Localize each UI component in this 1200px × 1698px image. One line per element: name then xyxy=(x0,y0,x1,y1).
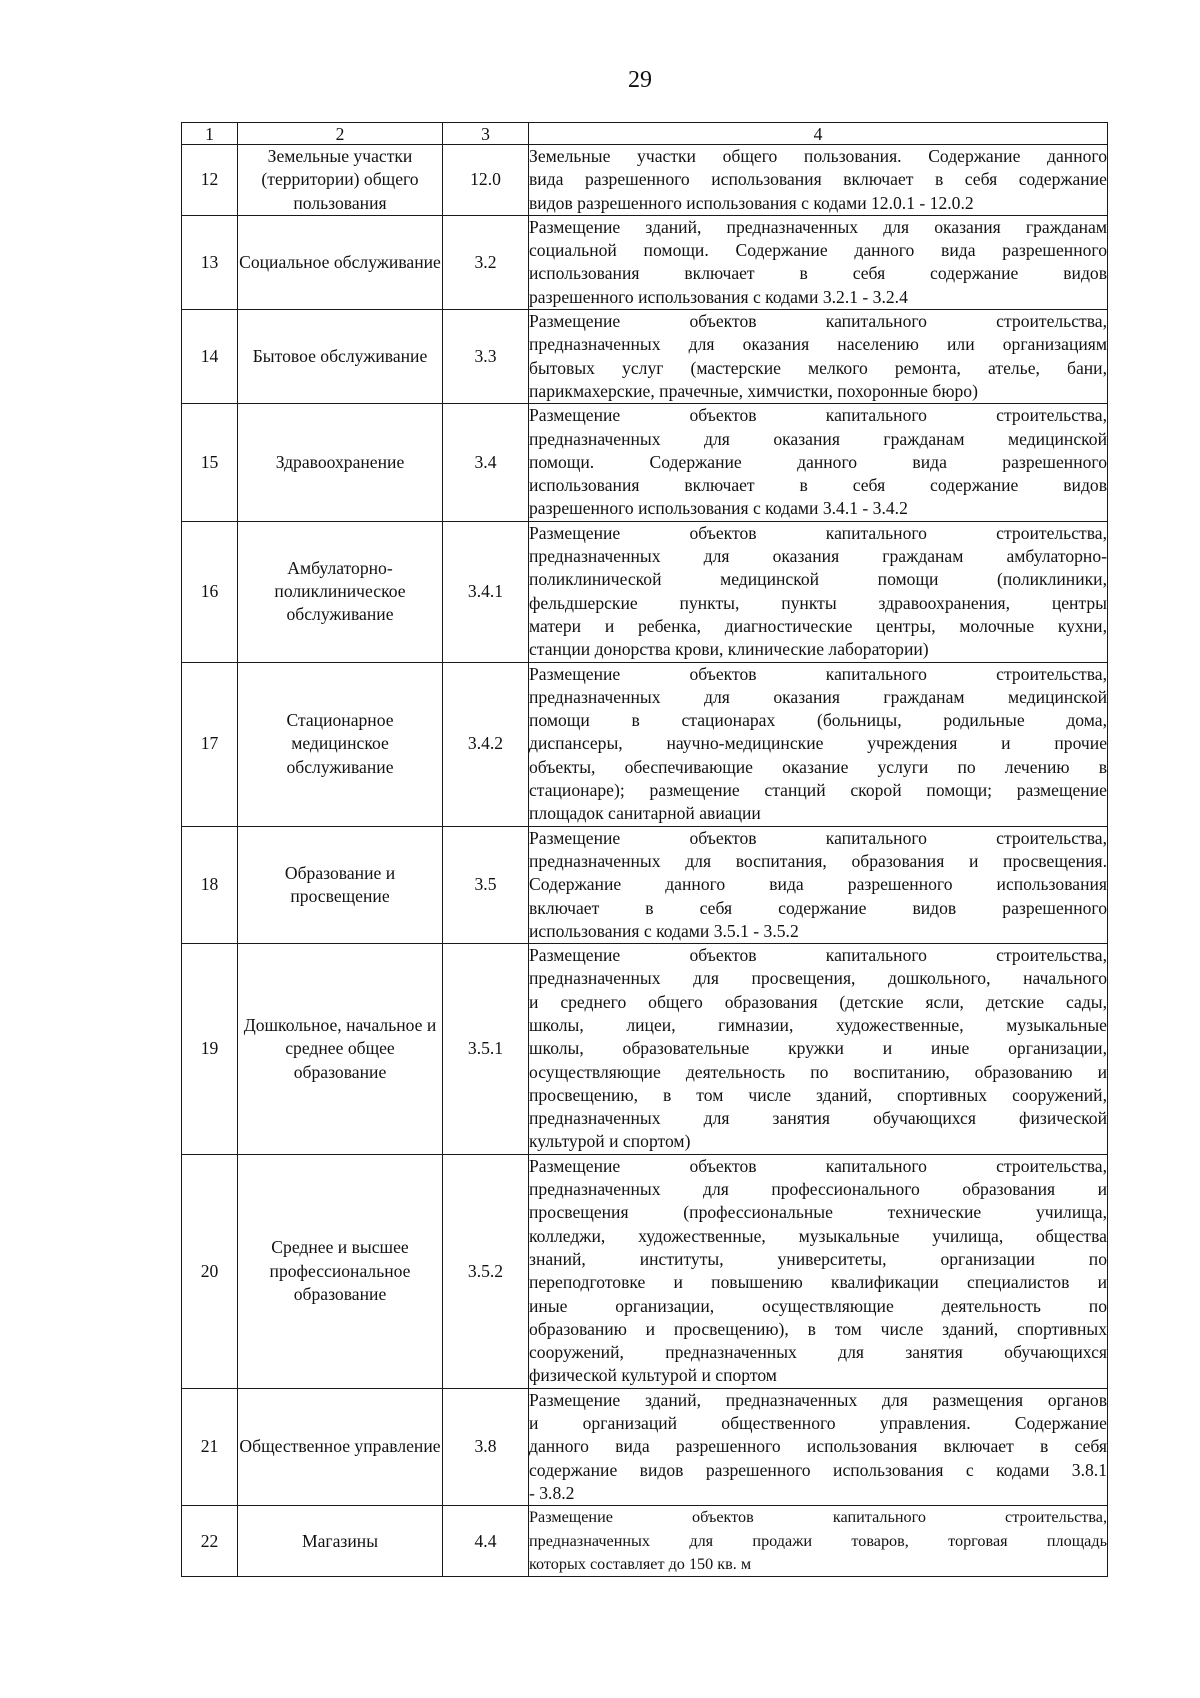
description-line: Размещение объектов капитального строительства, xyxy=(529,663,1107,684)
description-line: Земельные участки общего пользования. Содержание данного xyxy=(529,146,1107,166)
row-number: 17 xyxy=(182,662,238,826)
description-line: образованию и просвещению), в том числе зданий, спортивных xyxy=(529,1318,1107,1339)
description-line: поликлинической медицинской помощи (поликлиники, xyxy=(529,569,1107,590)
description-line: вида разрешенного использования включает в себя содержание xyxy=(529,169,1107,190)
use-type-name: Дошкольное, начальное и среднее общее образование xyxy=(238,944,443,1155)
row-number: 20 xyxy=(182,1154,238,1388)
row-number: 22 xyxy=(182,1506,238,1577)
description-line: использования с кодами 3.5.1 - 3.5.2 xyxy=(529,920,799,941)
description-line: - 3.8.2 xyxy=(529,1482,575,1503)
use-type-description xyxy=(529,145,1108,216)
description-line: предназначенных для оказания гражданам амбулаторно- xyxy=(529,546,1107,567)
description-line: Размещение объектов капитального строительства, xyxy=(529,405,1107,426)
description-line: и организаций общественного управления. Содержание xyxy=(529,1413,1107,1434)
description-line: социальной помощи. Содержание данного вида разрешенного xyxy=(529,240,1107,261)
page-number: 29 xyxy=(628,67,652,93)
description-line: разрешенного использования с кодами 3.4.1 - 3.4.2 xyxy=(529,498,908,519)
description-line: знаний, институты, университеты, организации по xyxy=(529,1248,1107,1269)
row-number: 18 xyxy=(182,826,238,943)
row-number: 16 xyxy=(182,521,238,662)
use-type-code: 12.0 xyxy=(443,145,529,216)
use-type-description xyxy=(529,310,1108,404)
description-line: содержание видов разрешенного использования с кодами 3.8.1 xyxy=(529,1459,1107,1480)
use-type-description xyxy=(529,662,1108,826)
description-line: Размещение объектов капитального строительства, xyxy=(529,311,1107,332)
header-col-1: 1 xyxy=(182,123,238,145)
use-type-name: Амбулаторно-поликлиническое обслуживание xyxy=(238,521,443,662)
description-line: колледжи, художественные, музыкальные училища, общества xyxy=(529,1225,1107,1246)
description-line: площадок санитарной авиации xyxy=(529,803,761,824)
description-line: бытовых услуг (мастерские мелкого ремонта, ателье, бани, xyxy=(529,357,1107,378)
description-line: предназначенных для оказания гражданам медицинской xyxy=(529,428,1107,449)
description-line: физической культурой и спортом xyxy=(529,1365,777,1386)
description-line: помощи. Содержание данного вида разрешенного xyxy=(529,451,1107,472)
use-type-description xyxy=(529,215,1108,309)
description-line: предназначенных для занятия обучающихся физической xyxy=(529,1108,1107,1129)
table-header-row xyxy=(182,123,1108,145)
header-col-4: 4 xyxy=(529,123,1108,145)
description-line: диспансеры, научно-медицинские учреждения и прочие xyxy=(529,733,1107,754)
use-type-description xyxy=(529,404,1108,521)
land-use-table xyxy=(181,122,1108,1577)
use-type-code: 3.2 xyxy=(443,215,529,309)
table-row xyxy=(182,404,1108,521)
row-number: 15 xyxy=(182,404,238,521)
header-col-2: 2 xyxy=(238,123,443,145)
table-row xyxy=(182,826,1108,943)
description-line: Размещение объектов капитального строительства, xyxy=(529,1508,1107,1527)
use-type-name: Общественное управление xyxy=(238,1388,443,1505)
description-line: объекты, обеспечивающие оказание услуги по лечению в xyxy=(529,756,1107,777)
description-line: станции донорства крови, клинические лаборатории) xyxy=(529,639,929,660)
description-line: предназначенных для профессионального образования и xyxy=(529,1179,1107,1200)
description-line: Размещение объектов капитального строительства, xyxy=(529,945,1107,966)
use-type-code: 3.3 xyxy=(443,310,529,404)
use-type-code: 3.5 xyxy=(443,826,529,943)
description-line: которых составляет до 150 кв. м xyxy=(529,1554,752,1573)
description-line: иные организации, осуществляющие деятельность по xyxy=(529,1295,1107,1316)
description-line: и среднего общего образования (детские ясли, детские сады, xyxy=(529,991,1107,1012)
row-number: 19 xyxy=(182,944,238,1155)
use-type-description xyxy=(529,1388,1108,1505)
description-line: парикмахерские, прачечные, химчистки, похоронные бюро) xyxy=(529,380,978,401)
use-type-code: 3.8 xyxy=(443,1388,529,1505)
description-line: школы, образовательные кружки и иные организации, xyxy=(529,1038,1107,1059)
use-type-code: 3.5.1 xyxy=(443,944,529,1155)
use-type-description xyxy=(529,944,1108,1155)
use-type-name: Образование и просвещение xyxy=(238,826,443,943)
description-line: стационаре); размещение станций скорой помощи; размещение xyxy=(529,780,1107,801)
use-type-code: 3.5.2 xyxy=(443,1154,529,1388)
table-row xyxy=(182,1388,1108,1505)
use-type-description xyxy=(529,1506,1108,1577)
row-number: 14 xyxy=(182,310,238,404)
description-line: Размещение объектов капитального строительства, xyxy=(529,522,1107,543)
table-row xyxy=(182,521,1108,662)
description-line: матери и ребенка, диагностические центры, молочные кухни, xyxy=(529,615,1107,636)
table-row xyxy=(182,1506,1108,1577)
row-number: 12 xyxy=(182,145,238,216)
description-line: Содержание данного вида разрешенного использования xyxy=(529,874,1107,895)
description-line: включает в себя содержание видов разрешенного xyxy=(529,897,1107,918)
description-line: видов разрешенного использования с кодами 12.0.1 - 12.0.2 xyxy=(529,192,974,213)
description-line: сооружений, предназначенных для занятия обучающихся xyxy=(529,1342,1107,1363)
use-type-code: 3.4 xyxy=(443,404,529,521)
use-type-description xyxy=(529,521,1108,662)
use-type-name: Социальное обслуживание xyxy=(238,215,443,309)
description-line: просвещению, в том числе зданий, спортивных сооружений, xyxy=(529,1084,1107,1105)
use-type-name: Среднее и высшее профессиональное образование xyxy=(238,1154,443,1388)
table-row xyxy=(182,662,1108,826)
use-type-name: Бытовое обслуживание xyxy=(238,310,443,404)
description-line: предназначенных для оказания населению или организациям xyxy=(529,334,1107,355)
use-type-name: Магазины xyxy=(238,1506,443,1577)
use-type-description xyxy=(529,1154,1108,1388)
description-line: переподготовке и повышению квалификации специалистов и xyxy=(529,1272,1107,1293)
description-line: Размещение зданий, предназначенных для размещения органов xyxy=(529,1389,1107,1410)
header-col-3: 3 xyxy=(443,123,529,145)
use-type-code: 4.4 xyxy=(443,1506,529,1577)
table-row xyxy=(182,215,1108,309)
use-type-description xyxy=(529,826,1108,943)
use-type-name: Земельные участки (территории) общего пользования xyxy=(238,145,443,216)
row-number: 13 xyxy=(182,215,238,309)
description-line: данного вида разрешенного использования включает в себя xyxy=(529,1436,1107,1457)
table-body xyxy=(182,145,1108,1577)
use-type-name: Стационарное медицинское обслуживание xyxy=(238,662,443,826)
description-line: Размещение объектов капитального строительства, xyxy=(529,1155,1107,1176)
use-type-name: Здравоохранение xyxy=(238,404,443,521)
description-line: предназначенных для воспитания, образования и просвещения. xyxy=(529,850,1107,871)
table-row xyxy=(182,1154,1108,1388)
description-line: Размещение объектов капитального строительства, xyxy=(529,827,1107,848)
description-line: предназначенных для продажи товаров, торговая площадь xyxy=(529,1531,1107,1550)
description-line: Размещение зданий, предназначенных для оказания гражданам xyxy=(529,216,1107,237)
description-line: предназначенных для просвещения, дошкольного, начального xyxy=(529,968,1107,989)
description-line: предназначенных для оказания гражданам медицинской xyxy=(529,686,1107,707)
description-line: осуществляющие деятельность по воспитанию, образованию и xyxy=(529,1061,1107,1082)
description-line: помощи в стационарах (больницы, родильные дома, xyxy=(529,710,1107,731)
description-line: использования включает в себя содержание видов xyxy=(529,263,1107,284)
description-line: фельдшерские пункты, пункты здравоохранения, центры xyxy=(529,592,1107,613)
table-row xyxy=(182,310,1108,404)
use-type-code: 3.4.2 xyxy=(443,662,529,826)
use-type-code: 3.4.1 xyxy=(443,521,529,662)
row-number: 21 xyxy=(182,1388,238,1505)
table-row xyxy=(182,145,1108,216)
description-line: школы, лицеи, гимназии, художественные, музыкальные xyxy=(529,1014,1107,1035)
description-line: просвещения (профессиональные технические училища, xyxy=(529,1202,1107,1223)
description-line: разрешенного использования с кодами 3.2.1 - 3.2.4 xyxy=(529,286,908,307)
description-line: культурой и спортом) xyxy=(529,1131,691,1152)
description-line: использования включает в себя содержание видов xyxy=(529,475,1107,496)
table-row xyxy=(182,944,1108,1155)
